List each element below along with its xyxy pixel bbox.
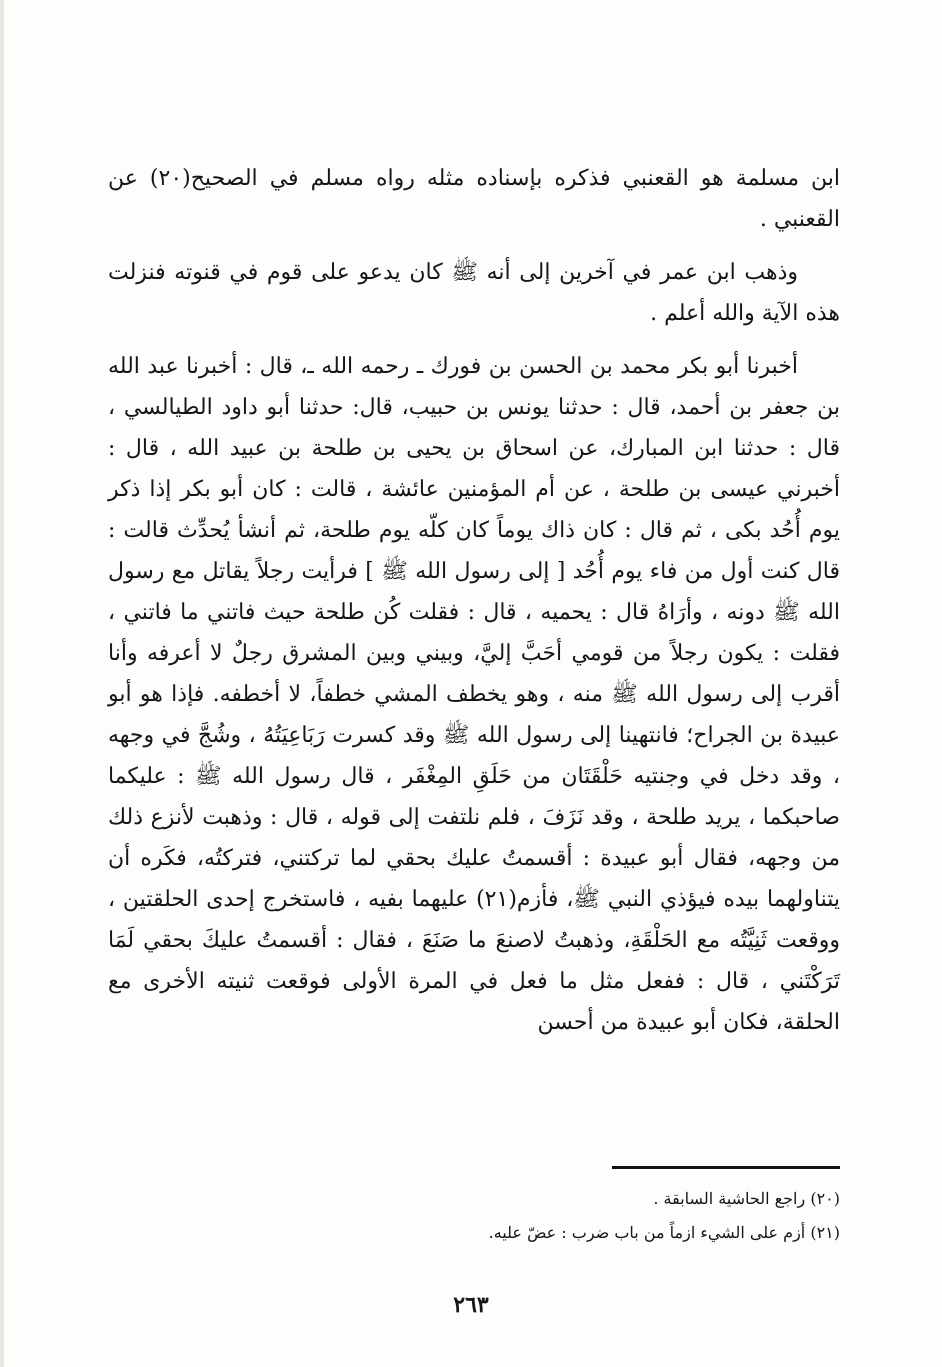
paragraph-qunut: وذهب ابن عمر في آخرين إلى أنه ﷺ كان يدعو على قوم في قنوته فنزلت هذه الآية والله أعلم .: [108, 260, 840, 326]
paragraph-hadith: أخبرنا أبو بكر محمد بن الحسن بن فورك ـ رحمه الله ـ، قال : أخبرنا عبد الله بن جعفر بن أحمد، قال : حدثنا يونس بن حبيب، قال: حدثنا أبو داود الطيالسي ، قال : حدثنا ابن المبارك، عن اسحاق بن يحيى بن طلحة بن عبيد الله ، قال : أخبرني عيسى بن طلحة ، عن أم المؤمنين عائشة ، قالت : كان أبو بكر إذا ذكر يوم أُحُد بكى ، ثم قال : كان ذاك يوماً كان كلّه يوم طلحة، ثم أنشأ يُحدِّث قالت : قال كنت أول من فاء يوم أُحُد [ إلى رسول الله ﷺ ] فرأيت رجلاً يقاتل مع رسول الله ﷺ دونه ، وأرَاهُ قال : يحميه ، قال : فقلت كُن طلحة حيث فاتني ما فاتني ، فقلت : يكون رجلاً من قومي أحَبَّ إليَّ، وبيني وبين المشرق رجلٌ لا أعرفه وأنا أقرب إلى رسول الله ﷺ منه ، وهو يخطف المشي خطفاً، لا أخطفه. فإذا هو أبو عبيدة بن الجراح؛ فانتهينا إلى رسول الله ﷺ وقد كسرت رَبَاعِيَتُهُ ، وشُجَّ في وجهه ، وقد دخل في وجنتيه حَلْقَتَان من حَلَقِ المِغْفَر ، قال رسول الله ﷺ : عليكما صاحبكما ، يريد طلحة ، وقد نَزَفَ ، فلم نلتفت إلى قوله ، قال : وذهبت لأنزع ذلك من وجهه، فقال أبو عبيدة : أقسمتُ عليك بحقي لما تركتني، فتركتُه، فكَره أن يتناولهما بيده فيؤذي النبي ﷺ، فأزم(٢١) عليهما بفيه ، فاستخرج إحدى الحلقتين ، ووقعت ثَنِيَّتُه مع الحَلْقَةِ، وذهبتُ لاصنعَ ما صَنَعَ ، فقال : أقسمتُ عليكَ بحقي لَمَا تَرَكْتَني ، قال : ففعل مثل ما فعل في المرة الأولى فوقعت ثنيته الأخرى مع الحلقة، فكان أبو عبيدة من أحسن: [108, 354, 840, 1035]
paragraph-continuation: ابن مسلمة هو القعنبي فذكره بإسناده مثله رواه مسلم في الصحيح(٢٠) عن القعنبي .: [108, 166, 841, 232]
footnote-20: (٢٠) راجع الحاشية السابقة .: [653, 1189, 840, 1208]
footnotes: [320, 1182, 840, 1250]
main-text: [108, 158, 840, 1043]
footnote-separator: [612, 1166, 840, 1169]
footnote-21: (٢١) أزم على الشيء ازماً من باب ضرب : عضّ عليه.: [488, 1223, 840, 1242]
page-edge-shadow: [0, 0, 4, 1367]
page-number: ٢٦٣: [453, 1292, 489, 1318]
